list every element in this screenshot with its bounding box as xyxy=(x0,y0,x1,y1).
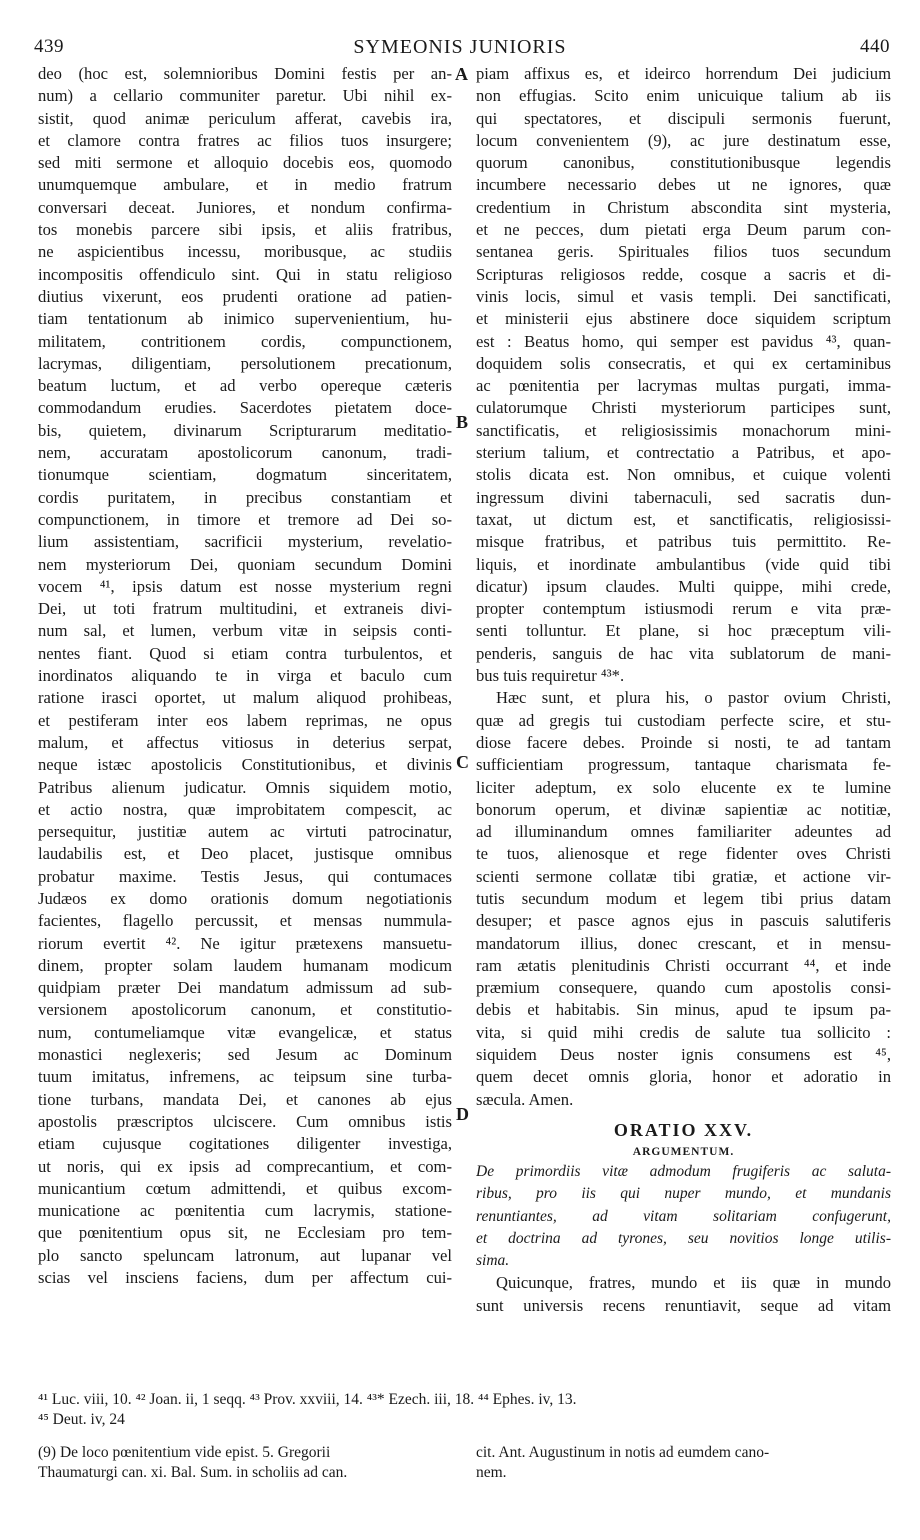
text-line: dinem, propter solam laudem humanam modicum xyxy=(38,955,452,975)
text-line: plo sancto speluncam latronum, aut lupanar vel xyxy=(38,1245,452,1265)
text-line: monastici neglexeris; sed Jesum ac Dominum xyxy=(38,1045,452,1065)
footnote-line: cit. Ant. Augustinum in notis ad eumdem cano- xyxy=(476,1444,770,1461)
text-line: diose facere debes. Proinde si nosti, te ad tantam xyxy=(476,732,891,752)
text-line: tuum imitatus, infremens, ac teipsum sine turba- xyxy=(38,1067,452,1087)
text-line: nentes fiant. Quod si etiam contra turbulentos, et xyxy=(38,643,452,663)
argument-line: De primordiis vitæ admodum frugiferis ac saluta- xyxy=(476,1162,891,1180)
notes-right xyxy=(476,1443,891,1483)
text-line: senti tolluntur. Et plane, si hoc præceptum vili- xyxy=(476,621,891,641)
text-line: piam affixus es, et ideirco horrendum Dei judicium xyxy=(476,64,891,83)
margin-marker-b: B xyxy=(456,412,469,432)
right-column xyxy=(476,63,891,1317)
text-line: ratione irasci oportet, ut malum aliquod prohibeas, xyxy=(38,688,452,708)
argument-line: ribus, pro iis qui nuper mundo, et mundanis xyxy=(476,1185,891,1203)
text-line: deo (hoc est, solemnioribus Domini festis per an- xyxy=(38,64,452,83)
text-line: vita, si quid mihi credis de salute tua sollicito : xyxy=(476,1022,891,1042)
text-line: liciter adeptum, ex solo elucente ex te lumine xyxy=(476,777,891,797)
text-line: conversari deceat. Juniores, et nondum confirma- xyxy=(38,197,452,217)
running-title: SYMEONIS JUNIORIS xyxy=(353,36,567,58)
text-line: neque istæc apostolicis Constitutionibus, et divinis xyxy=(38,755,452,775)
text-line: et ministerii ejus abstinere doce siquidem scriptum xyxy=(476,309,891,329)
text-line: cordis puritatem, in precibus constantiam et xyxy=(38,487,452,507)
text-line: num, contumeliamque vitæ evangelicæ, et status xyxy=(38,1022,452,1042)
margin-marker-c: C xyxy=(456,752,469,772)
text-line: et clamore contra fratres ac filios tuos insurgere; xyxy=(38,130,452,150)
text-line: tos monebis parcere sibi ipsis, et aliis fratribus, xyxy=(38,220,452,240)
text-line: scias vel insciens faciens, dum per affectum cui- xyxy=(38,1268,452,1288)
text-line: Judæos ex domo orationis domum negotiationis xyxy=(38,888,452,908)
text-line: liquis, et inordinate ambulantibus (vide quid tibi xyxy=(476,554,891,574)
text-line: sunt universis recens renuntiavit, seque ad vitam xyxy=(476,1295,891,1315)
text-line: lacrymas, diligentiam, persolutionem precationum, xyxy=(38,353,452,373)
argument-line: renuntiantes, ad vitam solitariam confugerunt, xyxy=(476,1207,891,1225)
text-line: que pœnitentium opus sit, ne Ecclesiam pro tem- xyxy=(38,1223,452,1243)
text-line: tiam tentationum ab inimico supervenientium, hu- xyxy=(38,309,452,329)
text-line: sufficientiam progressum, tantaque charismata fe- xyxy=(476,755,891,775)
text-line: apostolis præscriptos ulciscere. Cum omnibus istis xyxy=(38,1111,452,1131)
text-line: quidpiam præter Dei mandatum admissum ad sub- xyxy=(38,978,452,998)
text-line: lium assistentiam, sacrificii mysterium, revelatio- xyxy=(38,532,452,552)
text-line: locum convenientem (9), ac jure destinatum esse, xyxy=(476,130,891,150)
text-line: vinis locis, simul et vasis templi. Dei sanctificati, xyxy=(476,286,891,306)
text-line: municantium cœtum admittendi, et quibus excom- xyxy=(38,1178,452,1198)
text-line: stolis dicata est. Non omnibus, et cuique volenti xyxy=(476,465,891,485)
page-number-left: 439 xyxy=(34,36,64,57)
footnote-line: nem. xyxy=(476,1464,507,1481)
footnote-line: Thaumaturgi can. xi. Bal. Sum. in scholiis ad can. xyxy=(38,1464,348,1481)
text-line: unumquemque ambulare, et in medio fratrum xyxy=(38,175,452,195)
text-line: inordinatos aliquando te in virga et baculo cum xyxy=(38,666,452,686)
footnote-line: ⁴⁵ Deut. iv, 24 xyxy=(38,1411,125,1428)
text-line: desuper; et pasce agnos ejus in pascuis salutiferis xyxy=(476,911,891,931)
text-line: nem mysteriorum Dei, quoniam secundum Domini xyxy=(38,554,452,574)
text-line: dicatur) ipsum claudes. Multi quippe, mihi crede, xyxy=(476,576,891,596)
text-line: mandatorum illius, donec crescant, et in mensu- xyxy=(476,933,891,953)
text-line: tione turbans, mandata Dei, et canones ab ejus xyxy=(38,1089,452,1109)
text-line: beatum luctum, et ad verbo opereque cæteris xyxy=(38,376,452,396)
text-line: taxat, ut dictum est, et sanctificatis, religiosissi- xyxy=(476,509,891,529)
text-line: tutis secundum modum et legem tibi prius datam xyxy=(476,888,891,908)
margin-marker-d: D xyxy=(456,1104,469,1124)
text-line: Patribus alienum judicatur. Omnis siquidem motio, xyxy=(38,777,452,797)
left-column xyxy=(38,63,452,1289)
text-line: ne aspicientibus incessu, moribusque, ac studiis xyxy=(38,242,452,262)
text-line: versionem apostolicorum canonum, et constitutio- xyxy=(38,1000,452,1020)
text-line: debis et habitabis. Sin minus, apud te ipsum pa- xyxy=(476,1000,891,1020)
text-line: diutius vixerunt, eos prudenti oratione ad patien- xyxy=(38,286,452,306)
text-line: laudabilis est, et Deo placet, justisque omnibus xyxy=(38,844,452,864)
argument-line: sima. xyxy=(476,1252,510,1270)
text-line: misque fratribus, et patribus tuis permittito. Re- xyxy=(476,532,891,552)
text-line: et ne pecces, dum pietati erga Deum parum con- xyxy=(476,220,891,240)
text-line: propter contemptum istiusmodi rerum e vita præ- xyxy=(476,599,891,619)
text-line: sentanea geris. Spirituales filios tuos secundum xyxy=(476,242,891,262)
text-line: qui spectatores, et discipuli sermonis fuerunt, xyxy=(476,108,891,128)
text-line: sistit, quod animæ periculum afferat, cavebis ira, xyxy=(38,108,452,128)
text-line: credentium in Christum abscondita sint mysteria, xyxy=(476,197,891,217)
text-line: Hæc sunt, et plura his, o pastor ovium Christi, xyxy=(496,688,891,708)
text-line: penderis, sanguis de hac vita sublatorum de mani- xyxy=(476,643,891,663)
text-line: num sal, et lumen, verbum vitæ in seipsis conti- xyxy=(38,621,452,641)
text-line: bonorum operum, et divinæ sapientiæ ac notitiæ, xyxy=(476,799,891,819)
text-line: municatione ac pœnitentia cum lacrymis, statione- xyxy=(38,1201,452,1221)
text-line: malum, et affectus vitiosus in deterius serpat, xyxy=(38,732,452,752)
text-line: est : Beatus homo, qui semper est pavidus ⁴³, quan- xyxy=(476,331,891,351)
text-line: ut noris, qui ex ipsis ad comprecantium, et com- xyxy=(38,1156,452,1176)
footnotes xyxy=(38,1390,894,1430)
text-line: Quicunque, fratres, mundo et iis quæ in mundo xyxy=(496,1273,891,1293)
text-line: doquidem solis consecratis, et qui ex certaminibus xyxy=(476,353,891,373)
text-line: facientes, flagello percussit, et mensas nummula- xyxy=(38,911,452,931)
text-line: vocem ⁴¹, ipsis datum est nosse mysterium regni xyxy=(38,576,452,596)
text-line: quem decet omnis gloria, honor et adoratio in xyxy=(476,1067,891,1087)
text-line: præmium consequere, quando cum apostolis consi- xyxy=(476,978,891,998)
text-line: nem, accuratam apostolicorum canonum, tradi- xyxy=(38,443,452,463)
text-line: sæcula. Amen. xyxy=(476,1089,574,1109)
notes-left xyxy=(38,1443,452,1483)
text-line: te tuos, alienosque et rege fidenter oves Christi xyxy=(476,844,891,864)
text-line: tionumque scientiam, dogmatum sinceritatem, xyxy=(38,465,452,485)
text-line: Scripturas religiosos redde, cosque a sacris et di- xyxy=(476,264,891,284)
argument-line: et doctrina ad tyrones, seu novitios longe utilis- xyxy=(476,1229,891,1247)
text-line: militatem, contritionem cordis, compunctionem, xyxy=(38,331,452,351)
text-line: ac pœnitentia per lacrymas multas purgati, imma- xyxy=(476,376,891,396)
text-line: num) a cellario communiter paretur. Ubi nihil ex- xyxy=(38,86,452,106)
text-line: bus tuis requiretur ⁴³*. xyxy=(476,666,625,686)
text-line: sed miti sermone et alloquio docebis eos, quomodo xyxy=(38,153,452,173)
text-line: incumbere necessario debes ut ne ignores, quæ xyxy=(476,175,891,195)
text-line: compunctionem, in timore et tremore ad Dei so- xyxy=(38,509,452,529)
margin-marker-a: A xyxy=(455,64,468,84)
text-line: riorum evertit ⁴². Ne igitur prætexens mansuetu- xyxy=(38,933,452,953)
text-line: ingressum divini tabernaculi, sed sacratis dun- xyxy=(476,487,891,507)
argument-label: ARGUMENTUM. xyxy=(632,1145,735,1158)
text-line: sanctificatis, et religiosissimis monachorum mini- xyxy=(476,420,891,440)
text-line: non effugias. Scito enim unicuique talium ab iis xyxy=(476,86,891,106)
text-line: ram ætatis plenitudinis Christi occurrant ⁴⁴, et inde xyxy=(476,955,891,975)
text-line: persequitur, justitiæ autem ac virtuti patrocinatur, xyxy=(38,822,452,842)
text-line: quorum canonibus, constitutionibusque legendis xyxy=(476,153,891,173)
oration-title: ORATIO XXV. xyxy=(613,1119,754,1140)
text-line: sterium talium, et contrectatio a Patribus, et apo- xyxy=(476,443,891,463)
footnote-line: ⁴¹ Luc. viii, 10. ⁴² Joan. ii, 1 seqq. ⁴³ Prov. xxviii, 14. ⁴³* Ezech. iii, 18. ⁴⁴ Ephes. iv, 13. xyxy=(38,1391,577,1408)
text-line: etiam cujusque cogitationes diligenter investiga, xyxy=(38,1134,452,1154)
text-line: siquidem Deus noster ignis consumens est ⁴⁵, xyxy=(476,1045,891,1065)
text-line: bis, quietem, divinarum Scripturarum meditatio- xyxy=(38,420,452,440)
text-line: culatorumque Christi mysteriorum participes sunt, xyxy=(476,398,891,418)
text-line: Dei, ut toti fratrum multitudini, et extraneis divi- xyxy=(38,599,452,619)
page-number-right: 440 xyxy=(860,36,890,57)
text-line: et pestiferam inter eos labem reprimas, ne opus xyxy=(38,710,452,730)
footnote-line: (9) De loco pœnitentium vide epist. 5. Gregorii xyxy=(38,1444,331,1461)
text-line: et actio nostra, quæ improbitatem compescit, ac xyxy=(38,799,452,819)
text-line: ad illuminandum omnes familiariter adeuntes ad xyxy=(476,822,891,842)
text-line: incompositis offendiculo sint. Qui in statu religioso xyxy=(38,264,452,284)
text-line: commodandum erudies. Sacerdotes pietatem doce- xyxy=(38,398,452,418)
text-line: quæ ad gregis tui custodiam perfecte scire, et stu- xyxy=(476,710,891,730)
text-line: probatur maxime. Testis Jesus, qui contumaces xyxy=(38,866,452,886)
text-line: scienti sermone collatæ tibi gratiæ, et actione vir- xyxy=(476,866,891,886)
